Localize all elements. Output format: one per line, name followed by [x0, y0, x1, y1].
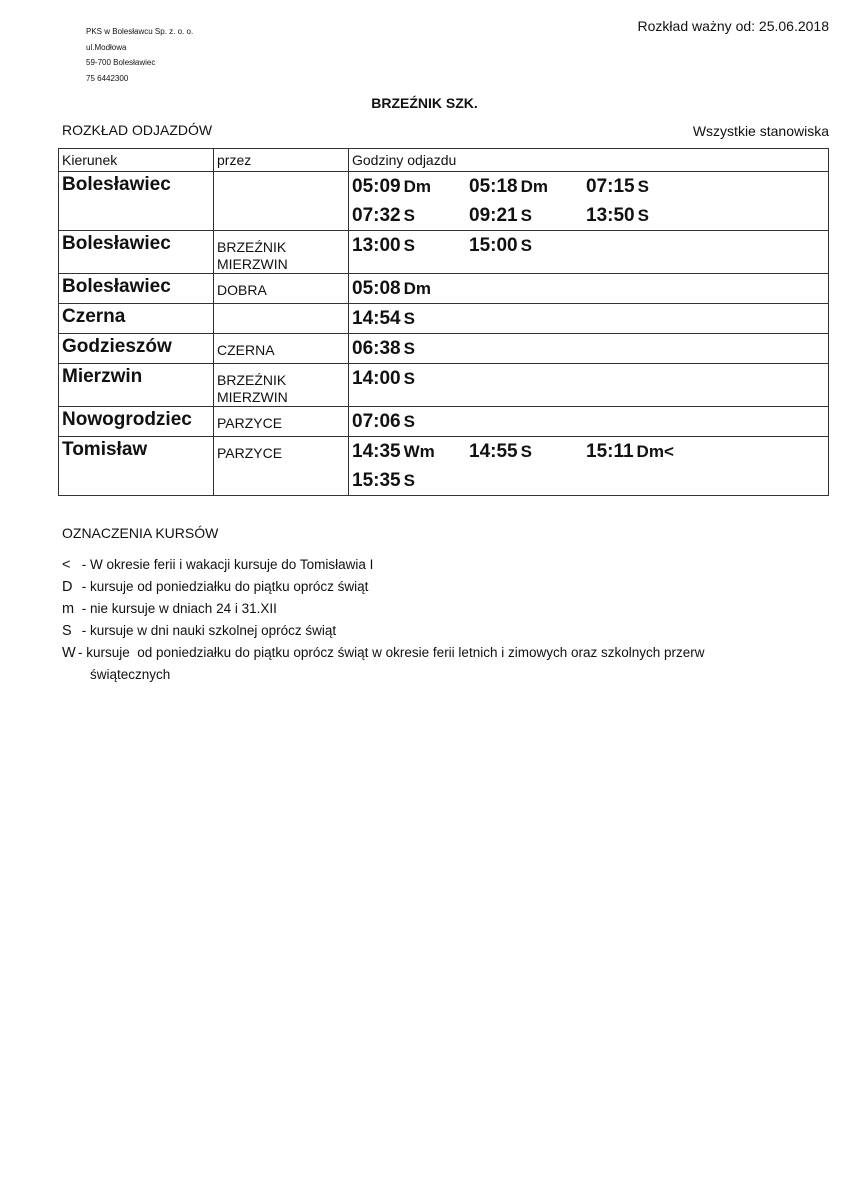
course-code: Dm: [403, 279, 432, 298]
departures-body: [59, 172, 829, 496]
departure-time: [586, 201, 703, 230]
legend-symbol: D: [62, 579, 73, 595]
legend-symbol: S: [62, 623, 72, 639]
departure-hour: 05:08: [352, 278, 401, 299]
table-row: [59, 274, 829, 304]
valid-from: Rozkład ważny od: 25.06.2018: [637, 18, 829, 34]
departure-time: [469, 231, 586, 260]
departure-hour: 14:00: [352, 368, 401, 389]
course-code: Dm<: [636, 442, 674, 461]
destination-cell: Bolesławiec: [59, 231, 214, 274]
via-cell: [214, 437, 349, 496]
departure-times-cell: [349, 172, 829, 231]
via-cell: [214, 172, 349, 231]
via-stop: CZERNA: [217, 342, 275, 358]
legend-symbol: <: [62, 557, 71, 573]
company-street: ul.Modłowa: [86, 42, 127, 52]
legend-text: - kursuje od poniedziałku do piątku oprócz świąt: [78, 579, 369, 594]
departure-time: [352, 334, 469, 363]
departure-times-line: [352, 364, 828, 393]
departure-hour: 05:18: [469, 176, 518, 197]
legend-text: - W okresie ferii i wakacji kursuje do Tomisławia I: [78, 557, 374, 572]
course-code: S: [637, 177, 649, 196]
via-cell: [214, 304, 349, 334]
table-row: [59, 364, 829, 407]
course-code: S: [403, 339, 415, 358]
departure-hour: 07:32: [352, 205, 401, 226]
departure-times-line: [352, 334, 828, 363]
via-stop: BRZEŹNIK: [217, 372, 287, 388]
departure-hour: 09:21: [469, 205, 518, 226]
departure-time: [352, 304, 469, 333]
departure-hour: 13:00: [352, 235, 401, 256]
table-row: [59, 334, 829, 364]
departure-hour: 14:54: [352, 308, 401, 329]
legend-item: [62, 642, 832, 685]
departure-times-line: [352, 437, 828, 466]
departure-time: [352, 466, 469, 495]
departure-hour: 07:06: [352, 411, 401, 432]
departure-hour: 06:38: [352, 338, 401, 359]
table-row: [59, 172, 829, 231]
departure-time: [469, 201, 586, 230]
table-header-row: [59, 149, 829, 172]
legend-title: OZNACZENIA KURSÓW: [62, 525, 219, 541]
departure-times-line: [352, 407, 828, 436]
via-cell: [214, 407, 349, 437]
destination-cell: Tomisław: [59, 437, 214, 496]
legend-item: [62, 620, 832, 642]
departure-time: [469, 437, 586, 466]
destination-cell: Czerna: [59, 304, 214, 334]
departure-times-cell: [349, 407, 829, 437]
departure-hour: 15:35: [352, 470, 401, 491]
departure-time: [586, 172, 703, 201]
departure-times-line: [352, 231, 828, 260]
departure-time: [469, 172, 586, 201]
legend-text-wrap: [78, 554, 832, 576]
company-city: 59-700 Bolesławiec: [86, 58, 156, 67]
column-header-via: przez: [214, 149, 349, 172]
destination-cell: Mierzwin: [59, 364, 214, 407]
legend-text-wrap: [78, 620, 832, 642]
stands-label: Wszystkie stanowiska: [692, 123, 829, 139]
timetable-subtitle: ROZKŁAD ODJAZDÓW: [62, 122, 213, 138]
departure-times-cell: [349, 334, 829, 364]
legend-item: [62, 554, 832, 576]
legend-text: - kursuje od poniedziałku do piątku oprócz świąt w okresie ferii letnich i zimowych oraz szkolnych przerw: [78, 645, 705, 660]
departure-hour: 05:09: [352, 176, 401, 197]
legend-item: [62, 598, 832, 620]
via-stop: PARZYCE: [217, 415, 283, 431]
departure-times-cell: [349, 304, 829, 334]
departure-times-cell: [349, 437, 829, 496]
departure-times-cell: [349, 364, 829, 407]
departure-times-line: [352, 304, 828, 333]
via-cell: [214, 334, 349, 364]
legend-symbol: m: [62, 601, 75, 617]
legend-text-wrap: [78, 598, 832, 620]
departure-time: [352, 364, 469, 393]
course-code: Dm: [520, 177, 549, 196]
table-row: [59, 437, 829, 496]
legend-list: [62, 554, 832, 685]
departure-time: [586, 437, 703, 466]
departure-times-cell: [349, 274, 829, 304]
via-stop: PARZYCE: [217, 445, 283, 461]
table-row: [59, 304, 829, 334]
column-header-times: Godziny odjazdu: [349, 149, 829, 172]
legend-item: [62, 576, 832, 598]
course-code: S: [637, 206, 649, 225]
departure-times-line: [352, 466, 828, 495]
course-code: S: [520, 236, 532, 255]
via-stop: BRZEŹNIK: [217, 239, 287, 255]
departure-hour: 14:35: [352, 441, 401, 462]
via-cell: [214, 231, 349, 274]
via-cell: [214, 274, 349, 304]
departure-hour: 07:15: [586, 176, 635, 197]
departure-times-line: [352, 172, 828, 201]
legend-symbol: W: [62, 645, 76, 661]
via-stop: DOBRA: [217, 282, 267, 298]
departure-times-line: [352, 201, 828, 230]
departure-time: [352, 437, 469, 466]
course-code: S: [403, 236, 415, 255]
legend-text: - kursuje w dni nauki szkolnej oprócz świąt: [78, 623, 337, 638]
departure-time: [352, 407, 469, 436]
departure-time: [352, 231, 469, 260]
legend-text-continued: świątecznych: [90, 667, 171, 682]
departure-time: [352, 274, 469, 303]
legend-text: - nie kursuje w dniach 24 i 31.XII: [78, 601, 277, 616]
company-name: PKS w Bolesławcu Sp. z. o. o.: [86, 27, 194, 36]
departures-table: [58, 148, 829, 496]
destination-cell: Nowogrodziec: [59, 407, 214, 437]
table-row: [59, 407, 829, 437]
departure-hour: 15:00: [469, 235, 518, 256]
stop-name: BRZEŹNIK SZK.: [371, 95, 478, 111]
course-code: S: [403, 471, 415, 490]
via-stop: MIERZWIN: [217, 256, 288, 272]
departure-hour: 15:11: [586, 441, 634, 462]
company-phone: 75 6442300: [86, 73, 129, 83]
via-cell: [214, 364, 349, 407]
departure-times-line: [352, 274, 828, 303]
destination-cell: Bolesławiec: [59, 274, 214, 304]
course-code: S: [520, 442, 532, 461]
via-stop: MIERZWIN: [217, 389, 288, 405]
column-header-destination: Kierunek: [59, 149, 214, 172]
legend-text-wrap: [78, 642, 832, 685]
departure-hour: 14:55: [469, 441, 518, 462]
course-code: S: [403, 369, 415, 388]
company-info: [86, 24, 193, 86]
destination-cell: Godzieszów: [59, 334, 214, 364]
course-code: S: [520, 206, 532, 225]
departure-time: [352, 172, 469, 201]
course-code: S: [403, 309, 415, 328]
course-code: S: [403, 412, 415, 431]
course-code: Dm: [403, 177, 432, 196]
departure-hour: 13:50: [586, 205, 635, 226]
course-code: S: [403, 206, 415, 225]
table-row: [59, 231, 829, 274]
legend-text-wrap: [78, 576, 832, 598]
departure-time: [352, 201, 469, 230]
departure-times-cell: [349, 231, 829, 274]
destination-cell: Bolesławiec: [59, 172, 214, 231]
course-code: Wm: [403, 442, 435, 461]
